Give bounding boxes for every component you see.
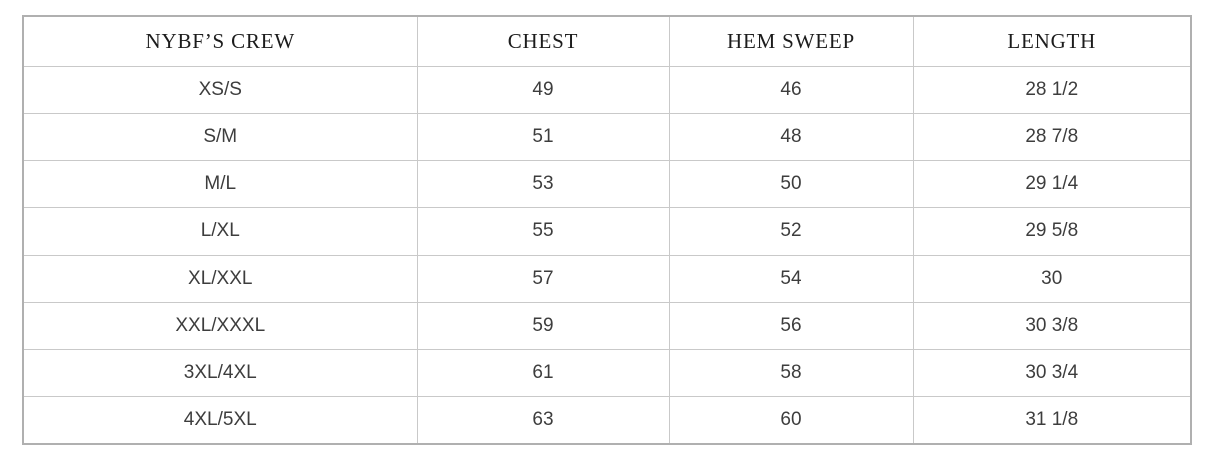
cell-chest: 55 (417, 208, 669, 255)
cell-chest: 49 (417, 66, 669, 113)
cell-hem-sweep: 56 (669, 302, 913, 349)
cell-length: 30 (913, 255, 1191, 302)
cell-chest: 63 (417, 397, 669, 444)
cell-size: L/XL (23, 208, 417, 255)
cell-hem-sweep: 50 (669, 161, 913, 208)
cell-size: XL/XXL (23, 255, 417, 302)
table-body (23, 66, 1191, 444)
cell-size: XXL/XXXL (23, 302, 417, 349)
table-row (23, 208, 1191, 255)
table-row (23, 302, 1191, 349)
cell-length: 30 3/8 (913, 302, 1191, 349)
cell-hem-sweep: 52 (669, 208, 913, 255)
header-hem-sweep: HEM SWEEP (669, 16, 913, 66)
cell-length: 28 1/2 (913, 66, 1191, 113)
table-row (23, 350, 1191, 397)
cell-hem-sweep: 46 (669, 66, 913, 113)
cell-size: M/L (23, 161, 417, 208)
cell-length: 31 1/8 (913, 397, 1191, 444)
table-row (23, 113, 1191, 160)
cell-chest: 61 (417, 350, 669, 397)
cell-chest: 59 (417, 302, 669, 349)
table-row (23, 66, 1191, 113)
cell-size: 3XL/4XL (23, 350, 417, 397)
cell-chest: 51 (417, 113, 669, 160)
cell-size: XS/S (23, 66, 417, 113)
table-row (23, 255, 1191, 302)
cell-hem-sweep: 58 (669, 350, 913, 397)
cell-size: S/M (23, 113, 417, 160)
cell-chest: 57 (417, 255, 669, 302)
table-row (23, 397, 1191, 444)
size-chart-container (22, 15, 1190, 445)
header-row (23, 16, 1191, 66)
cell-length: 28 7/8 (913, 113, 1191, 160)
cell-length: 29 1/4 (913, 161, 1191, 208)
cell-length: 30 3/4 (913, 350, 1191, 397)
cell-size: 4XL/5XL (23, 397, 417, 444)
header-length: LENGTH (913, 16, 1191, 66)
header-chest: CHEST (417, 16, 669, 66)
cell-chest: 53 (417, 161, 669, 208)
cell-length: 29 5/8 (913, 208, 1191, 255)
table-row (23, 161, 1191, 208)
cell-hem-sweep: 60 (669, 397, 913, 444)
size-chart-table (22, 15, 1192, 445)
cell-hem-sweep: 54 (669, 255, 913, 302)
cell-hem-sweep: 48 (669, 113, 913, 160)
header-nybfs-crew: NYBF’S CREW (23, 16, 417, 66)
